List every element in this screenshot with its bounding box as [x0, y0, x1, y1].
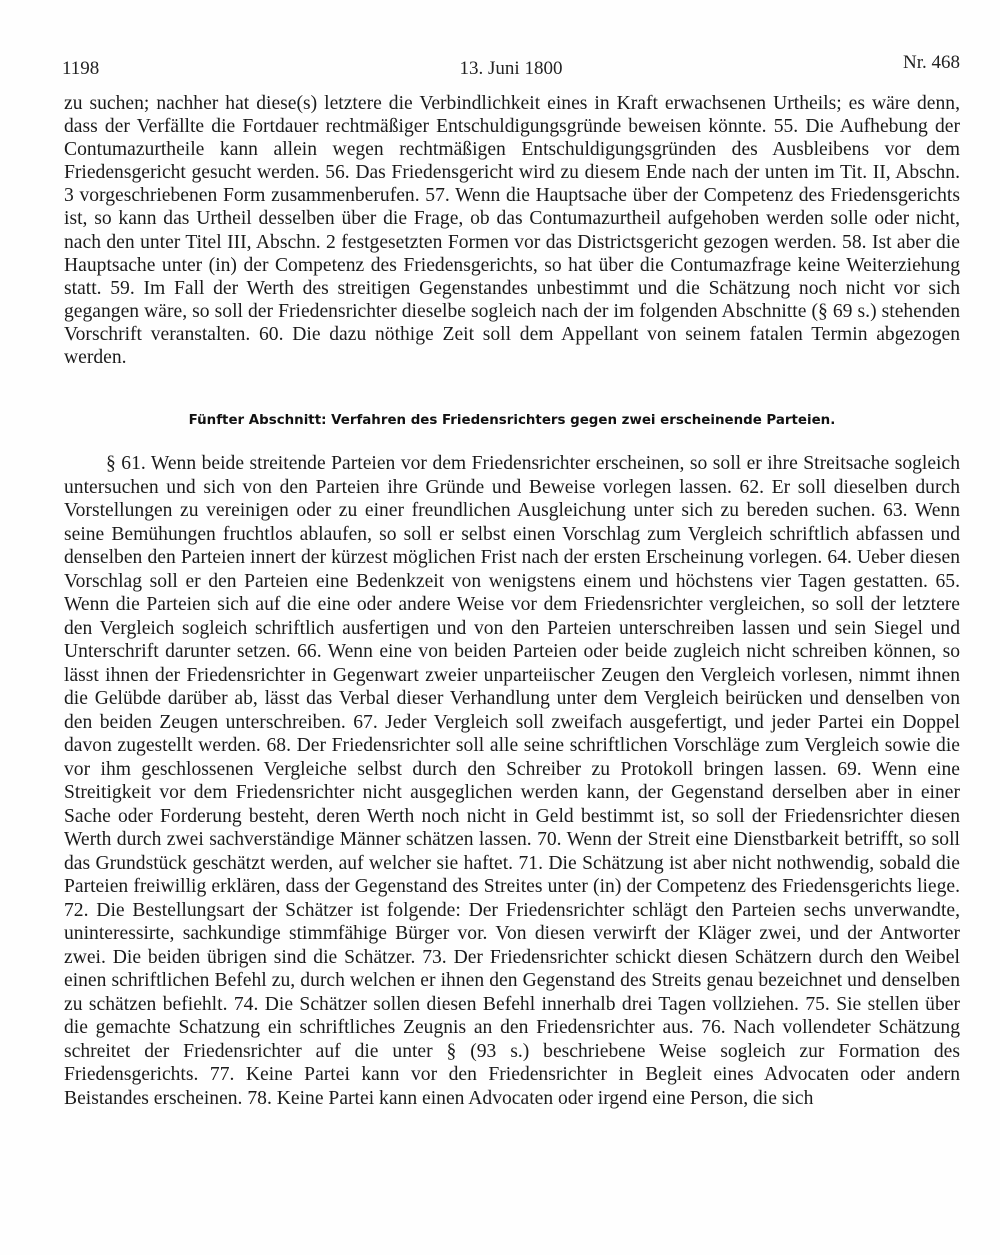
page-header — [62, 52, 960, 88]
document-number: Nr. 468 — [903, 52, 960, 73]
header-date: 13. Juni 1800 — [459, 58, 563, 79]
section-heading: Fünfter Abschnitt: Verfahren des Friedensrichters gegen zwei erscheinende Parteien. — [188, 413, 836, 428]
body-paragraph-continuation: zu suchen; nachher hat diese(s) letztere die Verbindlichkeit eines in Kraft erwachsenen Urtheils; es wäre denn, dass der Verfällte die Fortdauer rechtmäßiger Entschuldigungsgründe beweisen könnte. 55. Die Aufhebung der Contumazurtheile kann allein wegen rechtmäßigen Entschuldigungsgründen des Ausbleibens vor dem Friedensgericht gesucht werden. 56. Das Friedensgericht wird zu diesem Ende nach der unten im Tit. II, Abschn. 3 vorgeschriebenen Form zusammenberufen. 57. Wenn die Hauptsache über der Competenz des Friedensgerichts ist, so kann das Urtheil desselben über die Frage, ob das Contumazurtheil aufgehoben werden solle oder nicht, nach den unter Titel III, Abschn. 2 festgesetzten Formen vor das Districtsgericht gezogen werden. 58. Ist aber die Hauptsache unter (in) der Competenz des Friedensgerichts, so hat über die Contumazfrage keine Weiterziehung statt. 59. Im Fall der Werth des streitigen Gegenstandes unbestimmt und die Schätzung noch nicht vor sich gegangen wäre, so soll der Friedensrichter dieselbe sogleich nach der im folgenden Abschnitte (§ 69 s.) stehenden Vorschrift veranstalten. 60. Die dazu nöthige Zeit soll dem Appellant von seinem fatalen Termin abgezogen werden. — [64, 93, 960, 369]
page-number: 1198 — [62, 58, 100, 79]
body-paragraph-section-five: § 61. Wenn beide streitende Parteien vor dem Friedensrichter erscheinen, so soll er ihre Streitsache sogleich untersuchen und sich von den Parteien ihre Gründe und Beweise vorlegen lassen. 62. Er soll dieselben durch Vorstellungen zu vereinigen oder zu einer freundlichen Ausgleichung unter sich zu bereden suchen. 63. Wenn seine Bemühungen fruchtlos ablaufen, so soll er selbst einen Vorschlag zum Vergleich schriftlich abfassen und denselben den Parteien innert der kürzest möglichen Frist nach der ersten Erscheinung vorlegen. 64. Ueber diesen Vorschlag soll er den Parteien eine Bedenkzeit von wenigstens einem und höchstens vier Tagen gestatten. 65. Wenn die Parteien sich auf die eine oder andere Weise vor dem Friedensrichter vergleichen, so soll der letztere den Vergleich sogleich schriftlich ausfertigen und von den Parteien unterschreiben lassen und sein Siegel und Unterschrift darunter setzen. 66. Wenn eine von beiden Parteien oder beide zugleich nicht schreiben können, so lässt ihnen der Friedensrichter in Gegenwart zweier unparteiischer Zeugen den Vergleich vorlesen, nimmt ihnen die Gelübde darüber ab, lässt das Verbal dieser Verhandlung unter dem Vergleich beirücken und denselben von den beiden Zeugen unterschreiben. 67. Jeder Vergleich soll zweifach ausgefertigt, und jeder Partei ein Doppel davon zugestellt werden. 68. Der Friedensrichter soll alle seine schriftlichen Vorschläge zum Vergleich sowie die vor ihm geschlossenen Vergleiche selbst durch den Schreiber zu Protokoll bringen lassen. 69. Wenn eine Streitigkeit vor dem Friedensrichter nicht ausgeglichen werden kann, der Gegenstand derselben aber in einer Sache oder Forderung besteht, deren Werth noch nicht in Geld bestimmt ist, so soll der Friedensrichter diesen Werth durch zwei sachverständige Männer schätzen lassen. 70. Wenn der Streit eine Dienstbarkeit betrifft, so soll das Grundstück geschätzt werden, auf welcher sie haftet. 71. Die Schätzung ist aber nicht nothwendig, sobald die Parteien freiwillig erklären, dass der Gegenstand des Streites unter (in) der Competenz des Friedensgerichts liege. 72. Die Bestellungsart der Schätzer ist folgende: Der Friedensrichter schlägt den Parteien sechs unverwandte, uninteressirte, sachkundige stimmfähige Bürger vor. Von diesen verwirft der Kläger zwei, und der Antworter zwei. Die beiden übrigen sind die Schätzer. 73. Der Friedensrichter schickt diesen Schätzern durch den Weibel einen schriftlichen Befehl zu, durch welchen er ihnen den Gegenstand des Streits genau bezeichnet und denselben zu schätzen befiehlt. 74. Die Schätzer sollen diesen Befehl innerhalb drei Tagen vollziehen. 75. Sie stellen über die gemachte Schatzung ein schriftliches Zeugnis an den Friedensrichter aus. 76. Nach vollendeter Schätzung schreitet der Friedensrichter auf die unter § (93 s.) beschriebene Weise sogleich zur Formation des Friedensgerichts. 77. Keine Partei kann vor den Friedensrichter in Begleit eines Advocaten oder andern Beistandes erscheinen. 78. Keine Partei kann einen Advocaten oder irgend eine Person, die sich — [64, 453, 960, 1109]
